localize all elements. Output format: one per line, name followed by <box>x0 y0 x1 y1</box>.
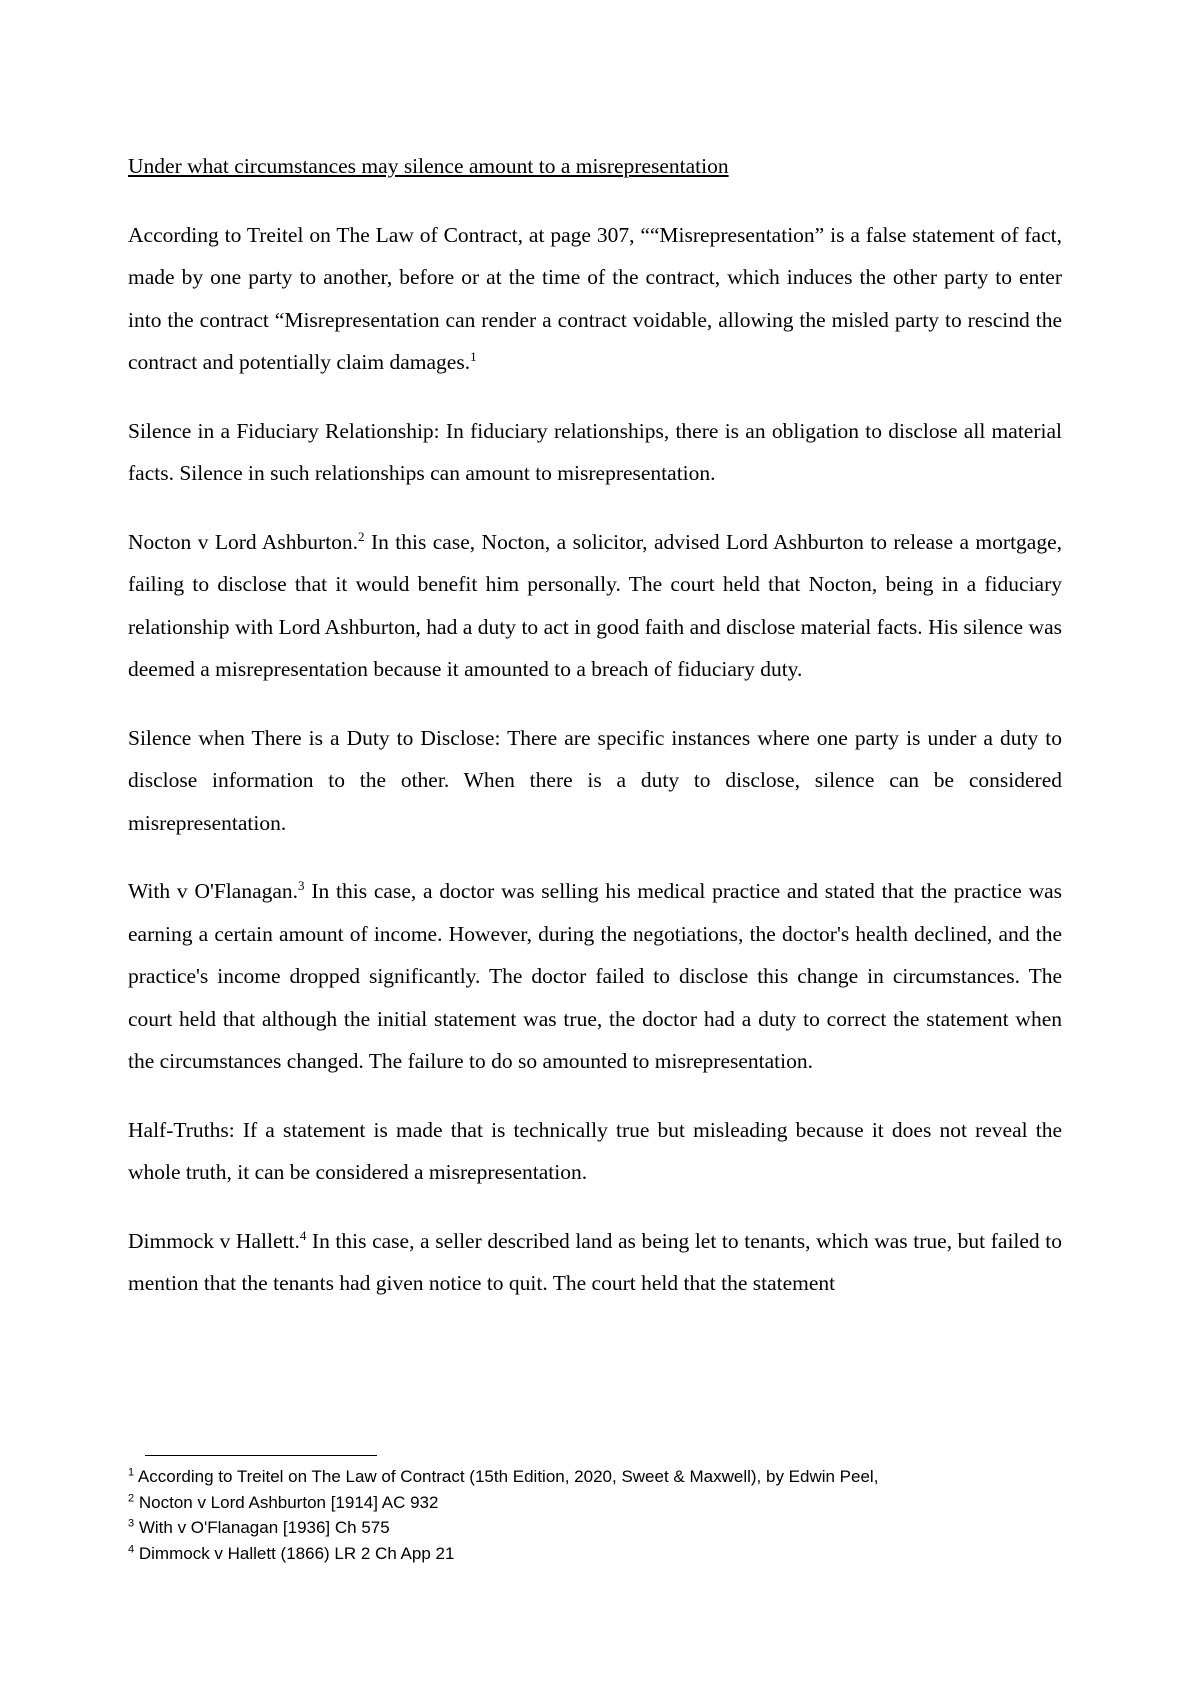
with-text: In this case, a doctor was selling his medical practice and stated that the practice was earning a certain amount of income. However, during the negotiations, the doctor's health declined, and the practice's income dropped significantly. The doctor failed to disclose this change in circumstances. The court held that although the initial statement was true, the doctor had a duty to correct the statement when the circumstances changed. The failure to do so amounted to misrepresentation. <box>128 879 1063 1073</box>
footnote-text: Dimmock v Hallett (1866) LR 2 Ch App 21 <box>138 1543 455 1563</box>
case-name-dimmock: Dimmock v Hallett. <box>128 1228 300 1253</box>
paragraph-fiduciary <box>128 410 1062 495</box>
paragraph-duty <box>128 717 1062 845</box>
footnote-number: 1 <box>128 1466 135 1479</box>
footnote-number: 4 <box>128 1542 135 1555</box>
footnote-ref-1[interactable]: 1 <box>470 348 477 364</box>
paragraph-with <box>128 870 1062 1083</box>
paragraph-dimmock <box>128 1220 1062 1305</box>
paragraph-half-truths <box>128 1109 1062 1194</box>
dimmock-text: In this case, a seller described land as being let to tenants, which was true, but failed to mention that the tenants had given notice to quit. The court held that the statement <box>128 1228 1063 1295</box>
nocton-text: In this case, Nocton, a solicitor, advised Lord Ashburton to release a mortgage, failing to disclose that it would benefit him personally. The court held that Nocton, being in a fiduciary relationship with Lord Ashburton, had a duty to act in good faith and disclose material facts. His silence was deemed a misrepresentation because it amounted to a breach of fiduciary duty. <box>128 529 1062 681</box>
footnote <box>128 1490 1062 1516</box>
duty-text: Silence when There is a Duty to Disclose: There are specific instances where one party is under a duty to disclose information to the other. When there is a duty to disclose, silence can be considered misrepresentation. <box>128 725 1062 835</box>
footnote <box>128 1541 1062 1567</box>
half-truths-text: Half-Truths: If a statement is made that is technically true but misleading because it does not reveal the whole truth, it can be considered a misrepresentation. <box>128 1117 1062 1184</box>
footnotes <box>128 1464 1062 1566</box>
footnote <box>128 1515 1062 1541</box>
footnote-ref-3[interactable]: 3 <box>298 877 305 893</box>
footnote-ref-4[interactable]: 4 <box>299 1227 307 1243</box>
page-title: Under what circumstances may silence amount to a misrepresentation <box>128 154 729 178</box>
paragraph-intro <box>128 214 1062 384</box>
footnote-ref-2[interactable]: 2 <box>358 528 365 544</box>
footnote-text: With v O'Flanagan [1936] Ch 575 <box>138 1518 390 1537</box>
footnote-text: Nocton v Lord Ashburton [1914] AC 932 <box>138 1492 439 1512</box>
footnote-text: According to Treitel on The Law of Contract (15th Edition, 2020, Sweet & Maxwell), by Edwin Peel, <box>137 1467 879 1486</box>
footnote-separator <box>145 1455 377 1456</box>
footnote-number: 2 <box>128 1491 135 1504</box>
paragraph-nocton <box>128 521 1062 691</box>
case-name-nocton: Nocton v Lord Ashburton. <box>128 529 359 554</box>
intro-text: According to Treitel on The Law of Contract, at page 307, ““Misrepresentation” is a false statement of fact, made by one party to another, before or at the time of the contract, which induces the other party to enter into the contract “Misrepresentation can render a contract voidable, allowing the misled party to rescind the contract and potentially claim damages. <box>128 222 1062 374</box>
fiduciary-text: Silence in a Fiduciary Relationship: In fiduciary relationships, there is an obligation to disclose all material facts. Silence in such relationships can amount to misrepresentation. <box>128 418 1062 485</box>
footnote <box>128 1464 1062 1490</box>
document-body <box>128 145 1062 1331</box>
case-name-with: With v O'Flanagan. <box>128 879 299 903</box>
footnote-number: 3 <box>128 1517 135 1530</box>
